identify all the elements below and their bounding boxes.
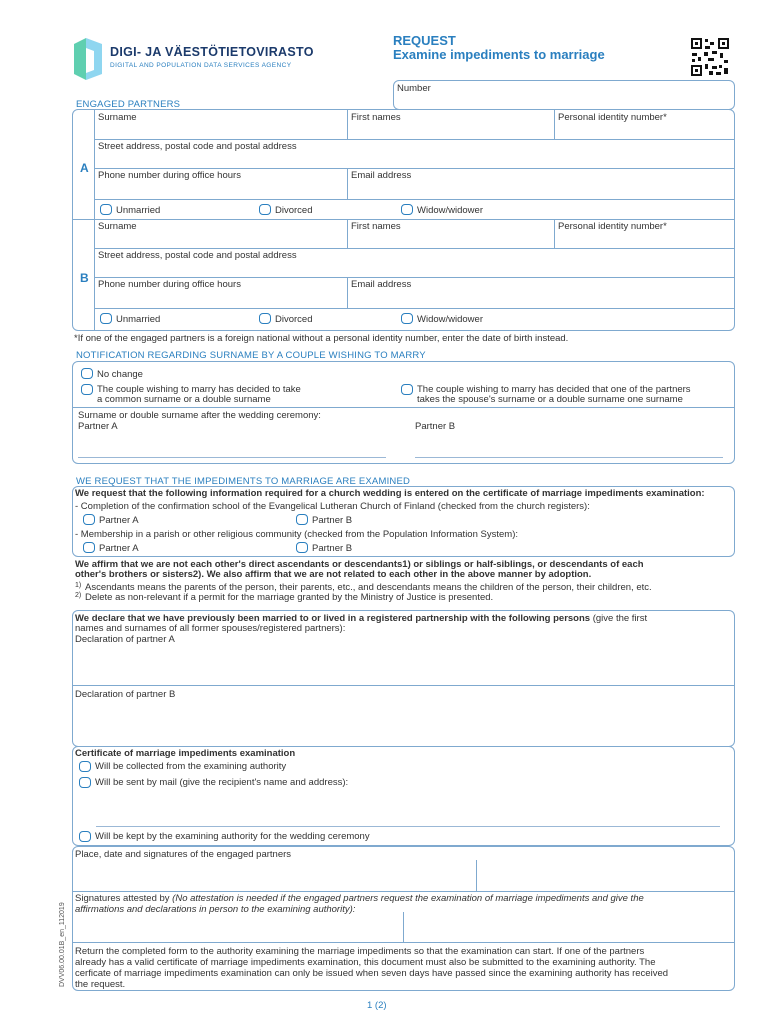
a-email-field[interactable]: Email address [351,170,412,181]
surname-partner-a-label: Partner A [78,421,118,432]
confirmation-b-label: Partner B [312,515,353,526]
spouse-surname-checkbox[interactable] [401,384,413,395]
section-title-partners: ENGAGED PARTNERS [76,99,181,110]
membership-text: - Membership in a parish or other religious community (checked from the Population Information System): [75,529,518,540]
b-divorced-checkbox[interactable] [259,313,271,324]
agency-name-fi: DIGI- JA VÄESTÖTIETOVIRASTO [110,45,314,59]
collected-label: Will be collected from the examining authority [95,761,287,772]
partner-a-letter: A [80,161,89,175]
a-street-field[interactable]: Street address, postal code and postal address [98,141,297,152]
partners-footnote: *If one of the engaged partners is a foreign national without a personal identity number, enter the date of birth instead. [74,333,569,344]
surname-b-input[interactable] [415,457,723,458]
mail-label: Will be sent by mail (give the recipient's name and address): [95,777,349,788]
form-code: DVV06.00.01B_en_112019 [59,902,66,987]
mail-checkbox[interactable] [79,777,91,788]
attested-italic-1: (No attestation is needed if the engaged partners request the examination of marriage impediments and give the [172,893,644,904]
confirmation-a-label: Partner A [99,515,139,526]
membership-b-checkbox[interactable] [296,542,308,553]
spouse-surname-label-2: takes the spouse's surname or a double surname one surname [417,394,683,405]
a-widow-label: Widow/widower [417,205,483,216]
section-title-surname: NOTIFICATION REGARDING SURNAME BY A COUPLE WISHING TO MARRY [76,350,426,361]
common-surname-checkbox[interactable] [81,384,93,395]
b-street-field[interactable]: Street address, postal code and postal address [98,250,297,261]
b-email-field[interactable]: Email address [351,279,412,290]
no-change-checkbox[interactable] [81,368,93,379]
examine-intro: We request that the following information required for a church wedding is entered on the certificate of marriage impediments examination: [75,488,705,499]
collected-checkbox[interactable] [79,761,91,772]
b-divorced-label: Divorced [275,314,313,325]
return-line-4: the request. [75,979,126,990]
a-pin-field[interactable]: Personal identity number* [558,112,667,123]
return-line-1: Return the completed form to the authority examining the marriage impediments so that the examination can start. If one of the partners [75,946,645,957]
attested-italic-2: affirmations and declarations in person to the examining authority): [75,904,356,915]
no-change-label: No change [97,369,143,380]
page-number: 1 (2) [367,1000,387,1011]
request-label: REQUEST [393,33,456,48]
note1-sup: 1) [75,582,82,589]
certificate-title: Certificate of marriage impediments examination [75,748,296,759]
partner-b-letter: B [80,271,89,285]
a-surname-field[interactable]: Surname [98,112,137,123]
number-field[interactable] [393,80,735,110]
declare-normal-1: (give the first [590,613,648,624]
surname-partner-b-label: Partner B [415,421,456,432]
return-line-2: already has a valid certificate of marriage impediments examination, this document must also be submitted to the examining authority. The [75,957,656,968]
recipient-address-input[interactable] [96,826,720,827]
note2-text: Delete as non-relevant if a permit for the marriage granted by the Ministry of Justice is presented. [85,592,494,603]
membership-a-checkbox[interactable] [83,542,95,553]
return-line-3: cerficate of marriage impediments examination can only be issued when seven days have passed since the examining authority has received [75,968,669,979]
note1-text: Ascendants means the parents of the person, their parents, etc., and descendants means the children of the person, their children, etc. [85,582,652,593]
affirm-line-1: We affirm that we are not each other's direct ascendants or descendants1) or siblings or half-siblings, or descendants of each [75,559,644,570]
b-phone-field[interactable]: Phone number during office hours [98,279,241,290]
spouse-surname-label-1: The couple wishing to marry has decided that one of the partners [417,384,691,395]
b-widow-checkbox[interactable] [401,313,413,324]
common-surname-label-1: The couple wishing to marry has decided to take [97,384,301,395]
kept-label: Will be kept by the examining authority for the wedding ceremony [95,831,370,842]
a-divorced-label: Divorced [275,205,313,216]
attested-label: Signatures attested by [75,893,173,904]
a-widow-checkbox[interactable] [401,204,413,215]
section-title-examine: WE REQUEST THAT THE IMPEDIMENTS TO MARRIAGE ARE EXAMINED [76,476,411,487]
note2-sup: 2) [75,592,82,599]
after-ceremony-label: Surname or double surname after the wedding ceremony: [78,410,321,421]
b-first-names-field[interactable]: First names [351,221,401,232]
qr-code-icon [690,37,730,77]
a-unmarried-checkbox[interactable] [100,204,112,215]
number-label: Number [397,83,431,94]
agency-name-en: DIGITAL AND POPULATION DATA SERVICES AGENCY [110,62,292,69]
a-unmarried-label: Unmarried [116,205,161,216]
declaration-a-field[interactable]: Declaration of partner A [75,634,175,645]
membership-a-label: Partner A [99,543,139,554]
b-surname-field[interactable]: Surname [98,221,137,232]
confirmation-a-checkbox[interactable] [83,514,95,525]
surname-a-input[interactable] [78,457,386,458]
confirmation-b-checkbox[interactable] [296,514,308,525]
agency-logo-icon [72,36,104,82]
a-phone-field[interactable]: Phone number during office hours [98,170,241,181]
declare-bold: We declare that we have previously been married to or lived in a registered partnership with the following persons [75,613,591,624]
membership-b-label: Partner B [312,543,353,554]
declare-normal-2: names and surnames of all former spouses/registered partners): [75,623,346,634]
affirm-line-2: other's brothers or sisters2). We also affirm that we are not related to each other in the above manner by adoption. [75,569,592,580]
a-divorced-checkbox[interactable] [259,204,271,215]
kept-checkbox[interactable] [79,831,91,842]
b-unmarried-checkbox[interactable] [100,313,112,324]
b-unmarried-label: Unmarried [116,314,161,325]
place-date-signatures-field[interactable]: Place, date and signatures of the engaged partners [75,849,292,860]
a-first-names-field[interactable]: First names [351,112,401,123]
page-title: Examine impediments to marriage [393,47,605,62]
b-widow-label: Widow/widower [417,314,483,325]
b-pin-field[interactable]: Personal identity number* [558,221,667,232]
declaration-b-field[interactable]: Declaration of partner B [75,689,176,700]
common-surname-label-2: a common surname or a double surname [97,394,271,405]
confirmation-text: - Completion of the confirmation school of the Evangelical Lutheran Church of Finland (checked from the church registers): [75,501,590,512]
